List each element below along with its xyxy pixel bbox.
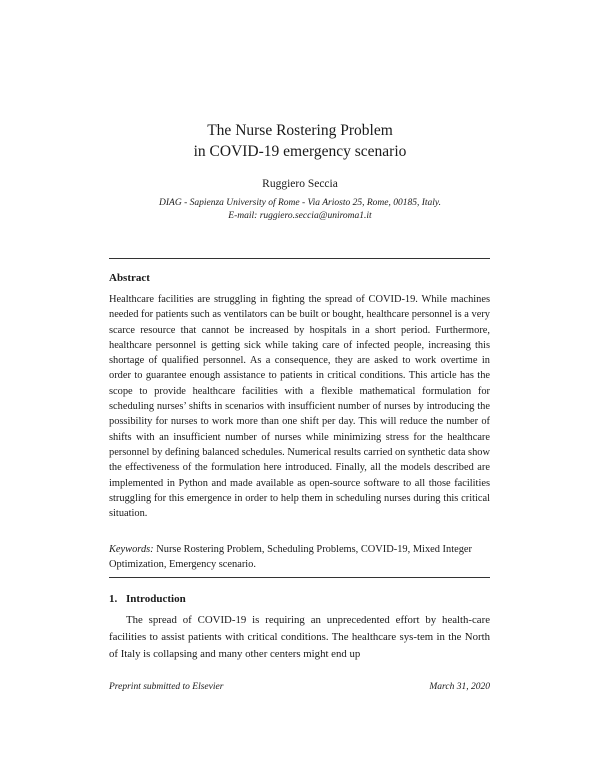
keywords <box>109 542 490 573</box>
footer-date: March 31, 2020 <box>429 682 490 692</box>
paper-title <box>0 120 600 162</box>
introduction-text: The spread of COVID-19 is requiring an unprecedented effort by health-care facilities to assist patients with critical conditions. The healthcare sys-tem in the North of Italy is collapsing and many other centers might end up <box>109 614 490 661</box>
keywords-label: Keywords: <box>109 544 154 555</box>
keywords-text: Nurse Rostering Problem, Scheduling Problems, COVID-19, Mixed Integer Optimization, Emergency scenario. <box>109 544 472 571</box>
section-heading <box>109 593 186 605</box>
abstract-heading: Abstract <box>109 272 150 284</box>
affiliation-line-1: DIAG - Sapienza University of Rome - Via Ariosto 25, Rome, 00185, Italy. <box>159 198 441 208</box>
abstract-text: Healthcare facilities are struggling in fighting the spread of COVID-19. While machines needed for patients such as ventilators can be built or bought, healthcare personnel is a very scarce resource that cannot be increased by hospitals in a short period. Furthermore, healthcare personnel is getting sick while taking care of infected people, increasing this shortage of qualified personnel. As a consequence, they are asked to work overtime in order to guarantee enough assistance to patients in critical conditions. This article has the scope to provide healthcare facilities with a flexible mathematical formulation for scheduling nurses’ shifts in scenarios with insufficient number of nurses by introducing the possibility for nurses to work more than one shift per day. This will reduce the number of shifts with an insufficient number of nurses while minimizing stress for the healthcare personnel by defining balanced schedules. Numerical results carried on synthetic data show the effectiveness of the formulation here introduced. Finally, all the models described are implemented in Python and made available as open-source software to all those facilities struggling for this emergence in order to help them in scheduling nurses during this critical situation. <box>109 294 490 520</box>
author-affiliation <box>0 197 600 223</box>
affiliation-line-2: E-mail: ruggiero.seccia@uniroma1.it <box>228 211 372 221</box>
paper-title-line-2: in COVID-19 emergency scenario <box>193 143 407 160</box>
abstract-top-rule <box>109 258 490 259</box>
section-title: Introduction <box>126 593 186 605</box>
paper-title-line-1: The Nurse Rostering Problem <box>207 122 393 139</box>
footer-preprint-note: Preprint submitted to Elsevier <box>109 682 224 692</box>
section-number: 1. <box>109 593 118 605</box>
abstract-bottom-rule <box>109 577 490 578</box>
author-name: Ruggiero Seccia <box>262 178 338 190</box>
